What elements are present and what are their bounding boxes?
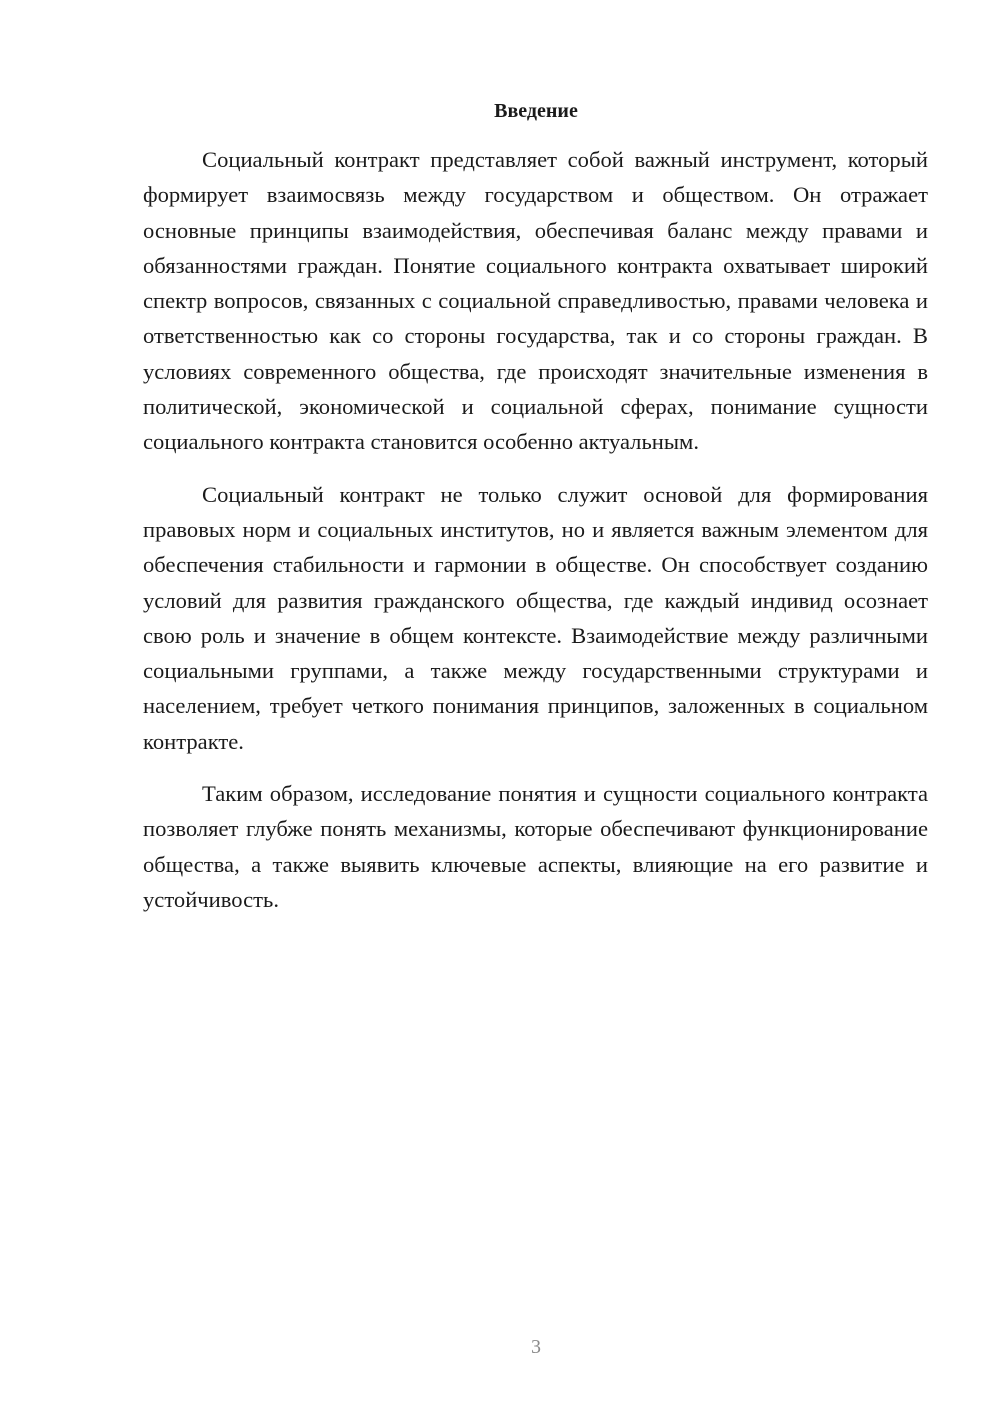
page-number: 3 — [531, 1336, 541, 1358]
paragraph-1: Социальный контракт представляет собой важный инструмент, который формирует взаимосвязь между государством и обществом. Он отражает основные принципы взаимодействия, обеспечивая баланс между правами и обязанностями граждан. Понятие социального контракта охватывает широкий спектр вопросов, связанных с социальной справедливостью, правами человека и ответственностью как со стороны государства, так и со стороны граждан. В условиях современного общества, где происходят значительные изменения в политической, экономической и социальной сферах, понимание сущности социального контракта становится особенно актуальным. — [143, 147, 928, 455]
paragraph-2: Социальный контракт не только служит основой для формирования правовых норм и социальных институтов, но и является важным элементом для обеспечения стабильности и гармонии в обществе. Он способствует созданию условий для развития гражданского общества, где каждый индивид осознает свою роль и значение в общем контексте. Взаимодействие между различными социальными группами, а также между государственными структурами и населением, требует четкого понимания принципов, заложенных в социальном контракте. — [143, 481, 928, 754]
section-heading: Введение — [494, 100, 578, 122]
paragraph-3: Таким образом, исследование понятия и сущности социального контракта позволяет глубже понять механизмы, которые обеспечивают функционирование общества, а также выявить ключевые аспекты, влияющие на его развитие и устойчивость. — [143, 781, 928, 912]
body-text — [143, 142, 928, 934]
